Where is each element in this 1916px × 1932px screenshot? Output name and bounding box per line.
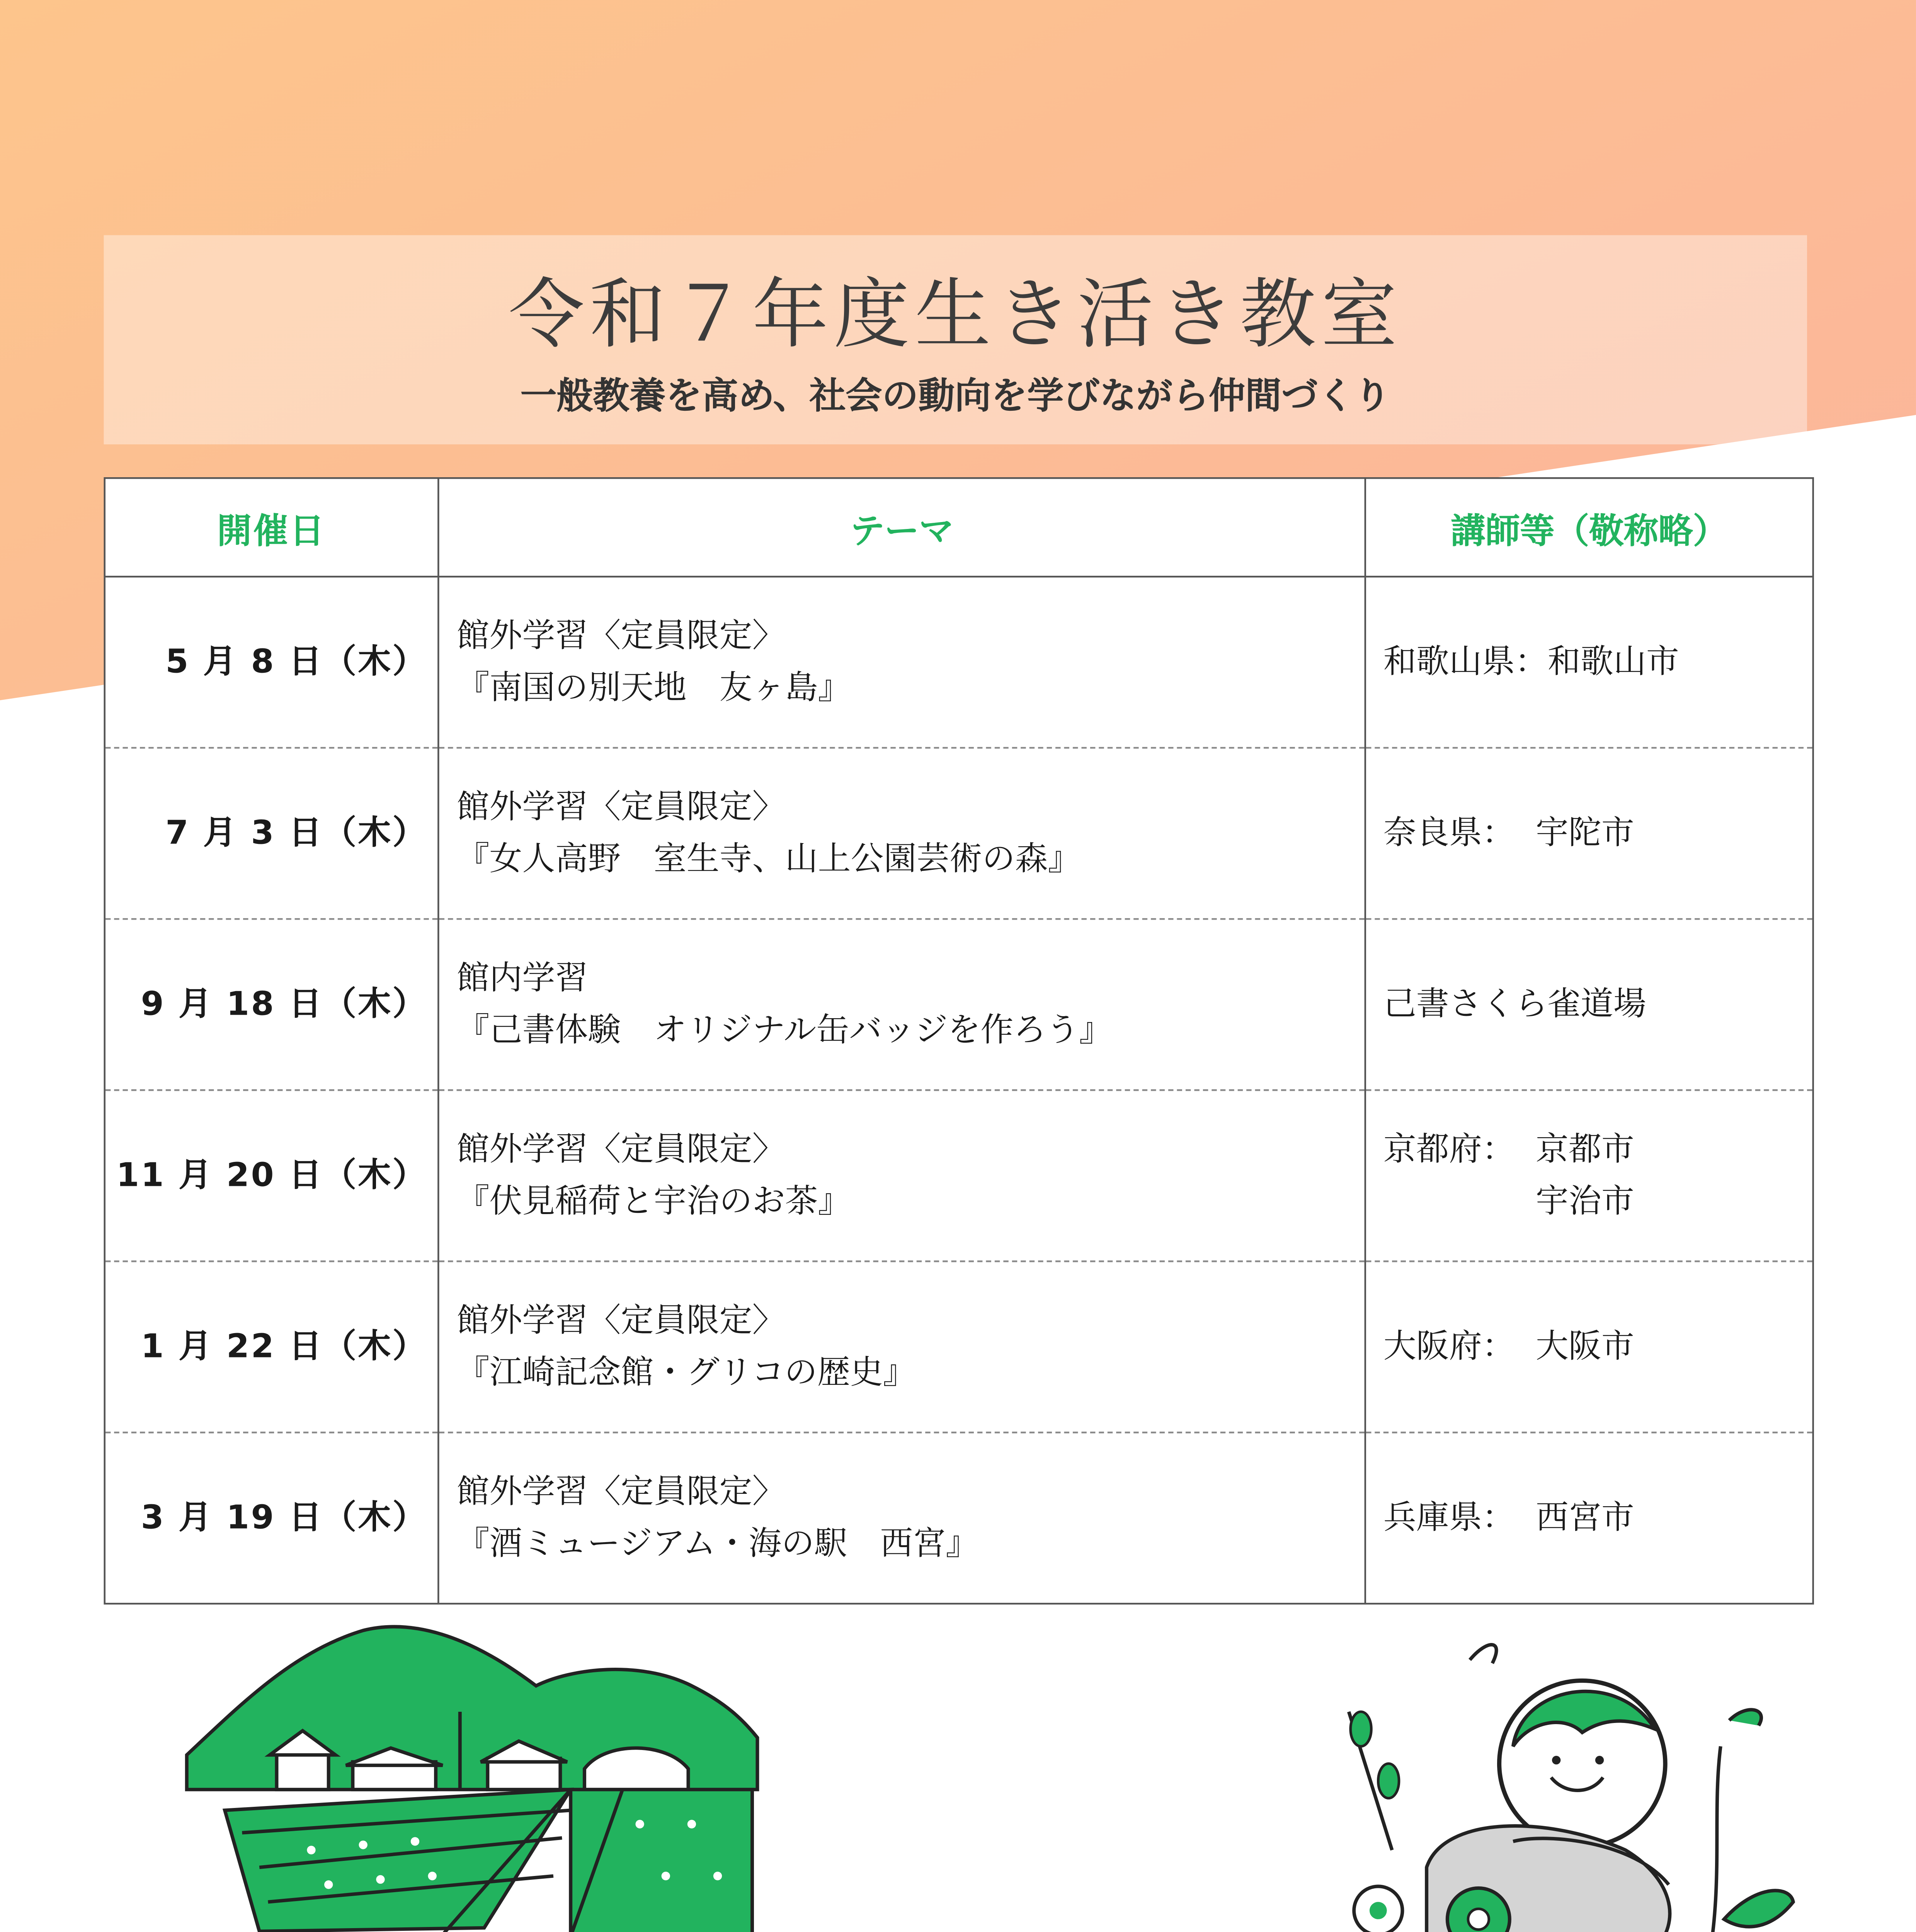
row-type: 館外学習〈定員限定〉 [456, 617, 785, 655]
header-date: 開催日 [105, 478, 439, 577]
row-date: 1 月 22 日（木） [105, 1261, 439, 1432]
header-theme: テーマ [438, 478, 1365, 577]
row-title: 『伏見稲荷と宇治のお茶』 [456, 1182, 851, 1221]
table-row [105, 1090, 1813, 1261]
row-lecturer [1365, 1261, 1813, 1432]
row-theme [438, 748, 1365, 919]
row-theme [438, 1090, 1365, 1261]
schedule-table [104, 477, 1814, 1605]
row-title: 『酒ミュージアム・海の駅 西宮』 [456, 1525, 979, 1563]
row-date: 3 月 19 日（木） [105, 1432, 439, 1604]
lecturer-line: 己書さくら雀道場 [1383, 985, 1646, 1024]
row-type: 館外学習〈定員限定〉 [456, 1302, 785, 1340]
lecturer-line: 宇治市 [1383, 1182, 1635, 1221]
row-title: 『南国の別天地 友ヶ島』 [456, 669, 851, 707]
row-lecturer [1365, 1432, 1813, 1604]
table-row [105, 1432, 1813, 1604]
row-theme [438, 1432, 1365, 1604]
table-row [105, 1261, 1813, 1432]
row-title: 『女人高野 室生寺、山上公園芸術の森』 [456, 840, 1081, 879]
row-lecturer [1365, 577, 1813, 748]
lecturer-line: 兵庫県： 西宮市 [1383, 1499, 1635, 1537]
row-date: 9 月 18 日（木） [105, 919, 439, 1090]
page-title: 令和７年度生き活き教室 [508, 271, 1402, 360]
child-gardening-illustration [1323, 1625, 1824, 1932]
row-title: 『江崎記念館・グリコの歴史』 [456, 1354, 916, 1392]
lecturer-line: 和歌山県：和歌山市 [1383, 643, 1679, 682]
page-subtitle: 一般教養を高め、社会の動向を学びながら仲間づくり [520, 375, 1391, 417]
row-theme [438, 1261, 1365, 1432]
row-date: 5 月 8 日（木） [105, 577, 439, 748]
row-lecturer [1365, 748, 1813, 919]
table-row [105, 919, 1813, 1090]
row-type: 館外学習〈定員限定〉 [456, 1131, 785, 1169]
row-date: 7 月 3 日（木） [105, 748, 439, 919]
row-theme [438, 919, 1365, 1090]
lecturer-line: 京都府： 京都市 [1383, 1131, 1635, 1169]
row-theme [438, 577, 1365, 748]
row-type: 館外学習〈定員限定〉 [456, 1473, 785, 1511]
row-title: 『己書体験 オリジナル缶バッジを作ろう』 [456, 1011, 1112, 1050]
lecturer-line: 大阪府： 大阪市 [1383, 1328, 1635, 1366]
row-type: 館外学習〈定員限定〉 [456, 788, 785, 827]
table-row [105, 577, 1813, 748]
table-header-row [105, 478, 1813, 577]
header-lecturer: 講師等（敬称略） [1365, 478, 1813, 577]
row-lecturer [1365, 919, 1813, 1090]
row-type: 館内学習 [456, 959, 588, 998]
row-date: 11 月 20 日（木） [105, 1090, 439, 1261]
row-lecturer [1365, 1090, 1813, 1261]
lecturer-line: 奈良県： 宇陀市 [1383, 814, 1635, 853]
village-fields-illustration [173, 1617, 769, 1932]
table-row [105, 748, 1813, 919]
